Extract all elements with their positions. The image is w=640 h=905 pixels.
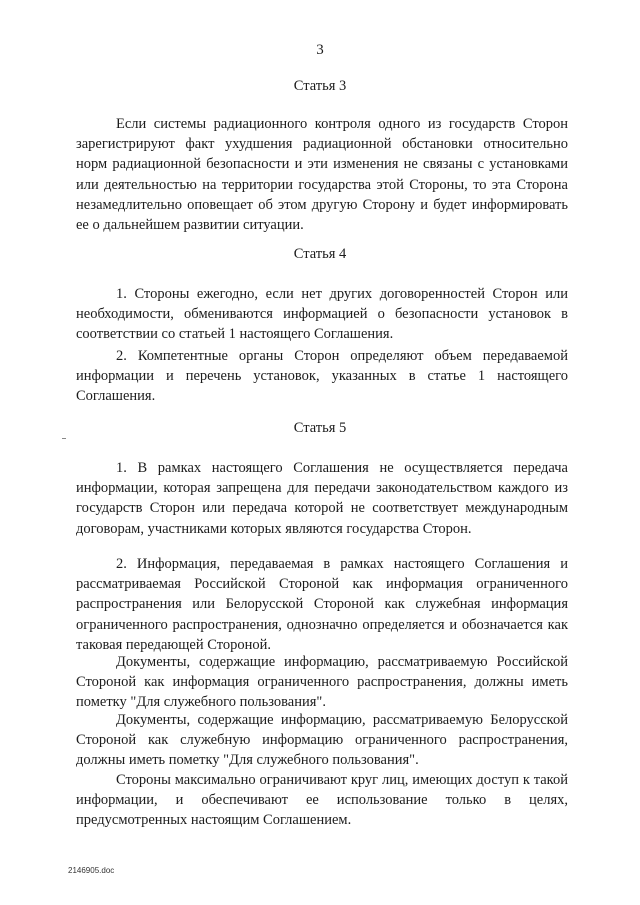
article-5-paragraph-5: Стороны максимально ограничивают круг лиц, имеющих доступ к такой информации, и обеспечивают ее использование только в целях, предусмотренных настоящим Соглашением. xyxy=(76,772,568,829)
article-5-paragraph-2: 2. Информация, передаваемая в рамках настоящего Соглашения и рассматриваемая Российской Стороной как информация ограниченного распространения или Белорусской Стороной как служебная информация ограниченного распространения, однозначно определяется и обозначается как таковая передающей Стороной. xyxy=(76,556,568,653)
article-3-paragraph-1: Если системы радиационного контроля одного из государств Сторон зарегистрируют факт ухудшения радиационной обстановки относительно норм радиационной безопасности и эти изменения не связаны с установками или деятельностью на территории государства этой Стороны, то эта Сторона незамедлительно оповещает об этом другую Сторону и будет информировать ее о дальнейшем развитии ситуации. xyxy=(76,116,568,234)
article-3-heading: Статья 3 xyxy=(293,78,347,94)
article-5-heading: Статья 5 xyxy=(293,420,347,436)
article-5-paragraph-3: Документы, содержащие информацию, рассматриваемую Российской Стороной как информация ограниченного распространения, должны иметь пометку "Для служебного пользования". xyxy=(76,654,568,711)
scan-speck xyxy=(62,438,66,439)
article-4-heading: Статья 4 xyxy=(293,246,347,262)
footer-filename: 2146905.doc xyxy=(68,866,115,875)
page-number: 3 xyxy=(316,42,324,58)
article-4-paragraph-1: 1. Стороны ежегодно, если нет других договоренностей Сторон или необходимости, обмениваются информацией о безопасности установок в соответствии со статьей 1 настоящего Соглашения. xyxy=(76,286,568,343)
article-4-paragraph-2: 2. Компетентные органы Сторон определяют объем передаваемой информации и перечень установок, указанных в статье 1 настоящего Соглашения. xyxy=(76,348,568,405)
article-5-paragraph-4: Документы, содержащие информацию, рассматриваемую Белорусской Стороной как служебную информацию ограниченного распространения, должны иметь пометку "Для служебного пользования". xyxy=(76,712,568,769)
article-5-paragraph-1: 1. В рамках настоящего Соглашения не осуществляется передача информации, которая запрещена для передачи законодательством каждого из государств Сторон или передача которой не соответствует международным договорам, участниками которых являются государства Сторон. xyxy=(76,460,568,537)
